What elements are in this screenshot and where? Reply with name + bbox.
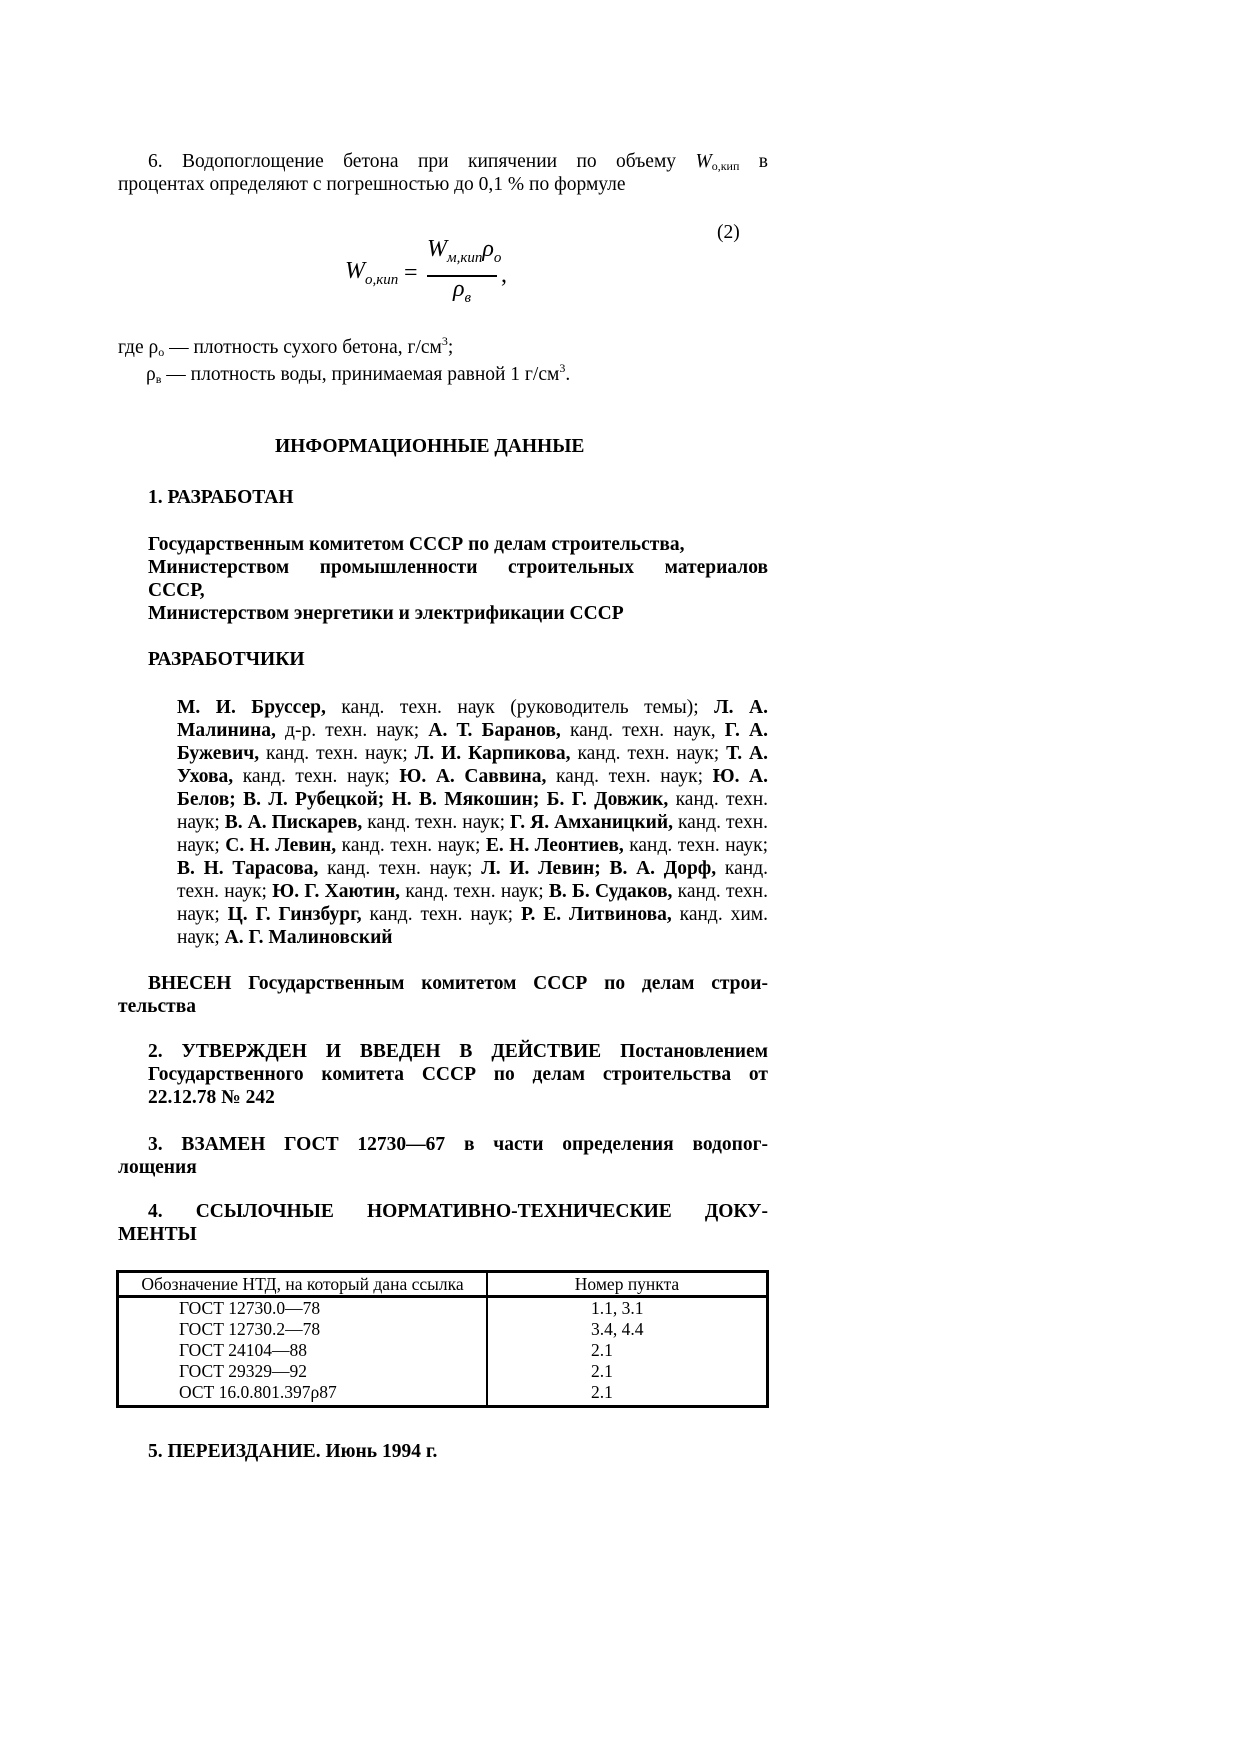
- s1-line: СССР,: [148, 580, 205, 601]
- para6-line1: [148, 150, 768, 173]
- s1-line: Министерством энергетики и электрификации СССР: [148, 603, 624, 624]
- info-title: ИНФОРМАЦИОННЫЕ ДАННЫЕ: [275, 436, 585, 457]
- table-cell-designation: ГОСТ 12730.0—78: [118, 1297, 488, 1320]
- developer-name: А. Т. Баранов,: [428, 720, 561, 741]
- references-table: [116, 1270, 769, 1408]
- where-line2-sup: 3: [559, 361, 566, 375]
- formula-num-rho: ρ: [482, 236, 494, 262]
- table-cell-clause: 1.1, 3.1: [591, 1298, 644, 1318]
- developer-name: М. И. Бруссер,: [177, 697, 326, 718]
- developer-role: канд. техн. наук;: [623, 835, 768, 856]
- submitted-line1: ВНЕСЕН Государственным комитетом СССР по делам строи-: [148, 973, 768, 994]
- table-row: [118, 1319, 768, 1340]
- developer-role: канд. хим. наук;: [177, 904, 769, 948]
- formula-num-w: W: [427, 236, 447, 262]
- formula-den-rho: ρ: [453, 276, 465, 302]
- where-line1-sub: о: [158, 345, 165, 359]
- where-line2: [146, 363, 766, 386]
- table-header-designation: Обозначение НТД, на который дана ссылка: [118, 1272, 488, 1297]
- developer-name: В. А. Пискарев,: [224, 812, 363, 833]
- developer-role: канд. техн. наук;: [177, 858, 768, 902]
- developer-role: канд. техн. наук;: [570, 743, 727, 764]
- table-row: [118, 1340, 768, 1361]
- table-row: [118, 1297, 768, 1320]
- developer-name: Р. Е. Литвинова,: [521, 904, 672, 925]
- table-header-row: [118, 1272, 768, 1297]
- formula-equals: =: [404, 260, 418, 286]
- developer-role: канд. техн. наук;: [318, 858, 482, 879]
- table-header-clause: Номер пункта: [487, 1272, 768, 1297]
- where-line1-sup: 3: [441, 334, 448, 348]
- developer-name: Ц. Г. Гинзбург,: [227, 904, 362, 925]
- table-cell-clause: 3.4, 4.4: [591, 1319, 644, 1339]
- formula-lhs-sub: о,кип: [365, 272, 399, 288]
- developer-name: Ю. А. Саввина,: [399, 766, 547, 787]
- table-cell-clause: 2.1: [591, 1340, 613, 1360]
- developer-role: канд. техн. наук;: [177, 881, 768, 925]
- submitted-line2: тельства: [118, 996, 196, 1017]
- table-cell-designation: ГОСТ 12730.2—78: [118, 1319, 488, 1340]
- s2-body: [148, 1040, 768, 1109]
- para6-line2: процентах определяют с погрешностью до 0,1 % по формуле: [118, 174, 626, 195]
- s1-line: Государственным комитетом СССР по делам строительства,: [148, 534, 685, 555]
- developer-role: канд. техн. наук;: [400, 881, 549, 902]
- para6-tail: в: [739, 151, 768, 172]
- para6-symbol: W: [695, 151, 712, 172]
- developer-name: Л. А. Малинина,: [177, 697, 768, 741]
- para6-lead: 6. Водопоглощение бетона при кипячении по объему: [148, 151, 696, 172]
- where-line1: [118, 336, 768, 359]
- developer-role: канд. техн. наук;: [361, 904, 521, 925]
- developer-name: Ю. Г. Хаютин,: [272, 881, 401, 902]
- developer-role: канд. техн. наук;: [177, 789, 769, 833]
- developer-role: канд. техн. наук;: [336, 835, 486, 856]
- where-line2-sub: в: [155, 372, 162, 386]
- s1-line: Министерством промышленности строительных материалов: [148, 557, 768, 578]
- developer-name: Л. И. Карпикова,: [414, 743, 571, 764]
- developer-name: В. Н. Тарасова,: [177, 858, 319, 879]
- s5-reissue: 5. ПЕРЕИЗДАНИЕ. Июнь 1994 г.: [148, 1441, 438, 1462]
- table-row: [118, 1382, 768, 1407]
- developer-name: А. Г. Малиновский: [224, 927, 393, 948]
- developer-name: Г. Я. Амханицкий,: [510, 812, 673, 833]
- s2-line: Государственного комитета СССР по делам строительства от: [148, 1064, 768, 1085]
- developers-heading: РАЗРАБОТЧИКИ: [148, 649, 305, 670]
- developer-name: С. Н. Левин,: [225, 835, 337, 856]
- formula-numerator: [427, 236, 502, 266]
- s4-line2: МЕНТЫ: [118, 1224, 197, 1245]
- where-line2-a: ρ: [146, 364, 156, 385]
- developer-role: канд. техн. наук;: [362, 812, 511, 833]
- developer-name: Г. А. Бужевич,: [177, 720, 768, 764]
- table-cell-designation: ГОСТ 29329—92: [118, 1361, 488, 1382]
- s1-heading: 1. РАЗРАБОТАН: [148, 487, 294, 508]
- formula-num-rho-sub: о: [493, 250, 502, 266]
- developer-name: Ю. А. Белов; В. Л. Рубецкой; Н. В. Мякошин; Б. Г. Довжик,: [177, 766, 769, 810]
- where-line1-c: ;: [447, 337, 454, 358]
- s2-line: 2. УТВЕРЖДЕН И ВВЕДЕН В ДЕЙСТВИЕ Постановлением: [148, 1041, 768, 1062]
- table-cell-designation: ГОСТ 24104—88: [118, 1340, 488, 1361]
- developers-list: [177, 696, 768, 949]
- formula-number: (2): [717, 222, 740, 243]
- developer-role: канд. техн. наук;: [546, 766, 713, 787]
- where-line1-a: где ρ: [118, 337, 159, 358]
- s2-line: 22.12.78 № 242: [148, 1087, 275, 1108]
- formula-den-rho-sub: в: [464, 290, 472, 306]
- where-line1-b: — плотность сухого бетона, г/см: [164, 337, 442, 358]
- developer-name: Т. А. Ухова,: [177, 743, 769, 787]
- s3-line2: лощения: [118, 1157, 197, 1178]
- developer-name: В. Б. Судаков,: [548, 881, 673, 902]
- s3-line1: 3. ВЗАМЕН ГОСТ 12730—67 в части определения водопог-: [148, 1134, 768, 1155]
- table-row: [118, 1361, 768, 1382]
- developer-role: канд. техн. наук,: [560, 720, 725, 741]
- developer-name: Е. Н. Леонтиев,: [485, 835, 624, 856]
- formula-num-w-sub: м,кип: [447, 250, 483, 266]
- where-line2-c: .: [565, 364, 571, 385]
- developer-role: д-р. техн. наук;: [275, 720, 429, 741]
- para6-symbol-sub: о,кип: [711, 159, 740, 173]
- formula-denominator: [453, 276, 472, 306]
- developer-role: канд. техн. наук;: [259, 743, 415, 764]
- table-cell-clause: 2.1: [591, 1361, 613, 1381]
- table-cell-designation: ОСТ 16.0.801.397ρ87: [118, 1382, 488, 1407]
- s4-line1: 4. ССЫЛОЧНЫЕ НОРМАТИВНО-ТЕХНИЧЕСКИЕ ДОКУ-: [148, 1201, 768, 1222]
- formula: [345, 238, 525, 318]
- developer-role: канд. техн. наук;: [233, 766, 400, 787]
- developer-name: Л. И. Левин; В. А. Дорф,: [481, 858, 717, 879]
- formula-lhs: [345, 258, 399, 288]
- formula-lhs-symbol: W: [345, 258, 365, 284]
- table-cell-clause: 2.1: [591, 1382, 613, 1402]
- developer-role: канд. техн. наук;: [177, 812, 769, 856]
- s1-body: [148, 533, 768, 625]
- developer-role: канд. техн. наук (руководитель темы);: [325, 697, 715, 718]
- where-line2-b: — плотность воды, принимаемая равной 1 г/см: [161, 364, 560, 385]
- formula-comma: ,: [501, 262, 507, 288]
